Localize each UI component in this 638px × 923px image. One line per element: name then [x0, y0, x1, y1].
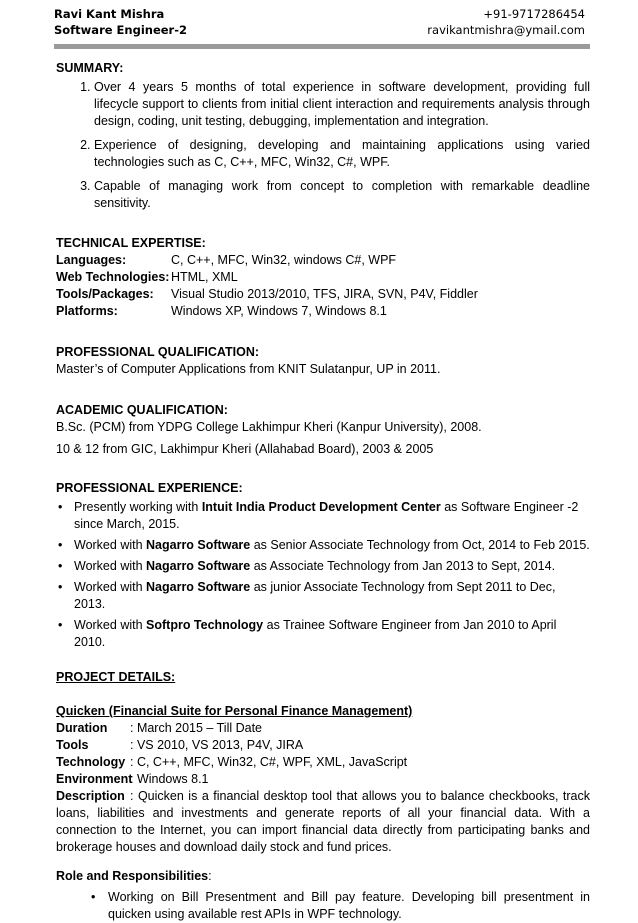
experience-item: • Worked with Nagarro Software as junior Associate Technology from Sept 2011 to Dec, 2013.: [74, 579, 590, 613]
experience-item: • Worked with Softpro Technology as Trainee Software Engineer from Jan 2010 to April 2010.: [74, 617, 590, 651]
header-divider: [54, 44, 590, 49]
academic-line: 10 & 12 from GIC, Lakhimpur Kheri (Allahabad Board), 2003 & 2005: [56, 442, 434, 456]
resume-body: [56, 60, 590, 923]
prof-qualification-text: Master’s of Computer Applications from KNIT Sulatanpur, UP in 2011.: [56, 362, 441, 376]
candidate-role: Software Engineer-2: [54, 23, 187, 37]
phone-number: +91-9717286454: [483, 7, 585, 21]
experience-item: • Presently working with Intuit India Product Development Center as Software Engineer -2 since March, 2015.: [74, 499, 590, 533]
summary-item: 1. Over 4 years 5 months of total experience in software development, providing full lifecycle support to clients from initial client interaction and requirements analysis through design, coding, unit testing, debugging, implementation and integration.: [94, 79, 590, 130]
roles-list: [56, 889, 590, 923]
header-left: [54, 6, 187, 38]
candidate-name: Ravi Kant Mishra: [54, 7, 165, 21]
roles-heading: Role and Responsibilities:: [56, 869, 212, 883]
tech-row-tools: Tools/Packages: Visual Studio 2013/2010, TFS, JIRA, SVN, P4V, Fiddler: [56, 287, 478, 301]
summary-item: 2. Experience of designing, developing and maintaining applications using varied technologies such as C, C++, MFC, Win32, C#, WPF.: [94, 137, 590, 171]
summary-item: 3. Capable of managing work from concept to completion with remarkable deadline sensitivity.: [94, 178, 590, 212]
technical-heading: TECHNICAL EXPERTISE:: [56, 236, 206, 250]
summary-heading: SUMMARY:: [56, 61, 124, 75]
experience-list: [56, 499, 590, 651]
role-item: • Working on Bill Presentment and Bill pay feature. Developing bill presentment in quicken using available rest APIs in WPF technology.: [108, 889, 590, 923]
tech-row-platforms: Platforms: Windows XP, Windows 7, Windows 8.1: [56, 304, 387, 318]
project-details-heading: PROJECT DETAILS:: [56, 670, 176, 684]
experience-heading: PROFESSIONAL EXPERIENCE:: [56, 481, 243, 495]
tech-row-languages: Languages: C, C++, MFC, Win32, windows C#, WPF: [56, 253, 397, 267]
project-description: Description : Quicken is a financial desktop tool that allows you to balance checkbooks, track loans, liabilities and investments and generate reports of all your financial data. With a connection to the Internet, you can import financial data directly from participating banks and brokerage houses and download daily stock and fund prices.: [56, 789, 590, 854]
project-duration: Duration : March 2015 – Till Date: [56, 721, 263, 735]
project-environment: Environment: Windows 8.1: [56, 772, 209, 786]
project-name: Quicken (Financial Suite for Personal Finance Management): [56, 704, 413, 718]
experience-item: • Worked with Nagarro Software as Senior Associate Technology from Oct, 2014 to Feb 2015.: [74, 537, 590, 554]
header-right: [427, 6, 585, 38]
project-technology: Technology : C, C++, MFC, Win32, C#, WPF, XML, JavaScript: [56, 755, 408, 769]
academic-heading: ACADEMIC QUALIFICATION:: [56, 403, 228, 417]
project-tools: Tools : VS 2010, VS 2013, P4V, JIRA: [56, 738, 304, 752]
summary-list: [56, 79, 590, 212]
academic-line: B.Sc. (PCM) from YDPG College Lakhimpur Kheri (Kanpur University), 2008.: [56, 420, 482, 434]
tech-row-web: Web Technologies: HTML, XML: [56, 270, 238, 284]
experience-item: • Worked with Nagarro Software as Associate Technology from Jan 2013 to Sept, 2014.: [74, 558, 590, 575]
email-address: ravikantmishra@ymail.com: [427, 23, 585, 37]
prof-qualification-heading: PROFESSIONAL QUALIFICATION:: [56, 345, 260, 359]
